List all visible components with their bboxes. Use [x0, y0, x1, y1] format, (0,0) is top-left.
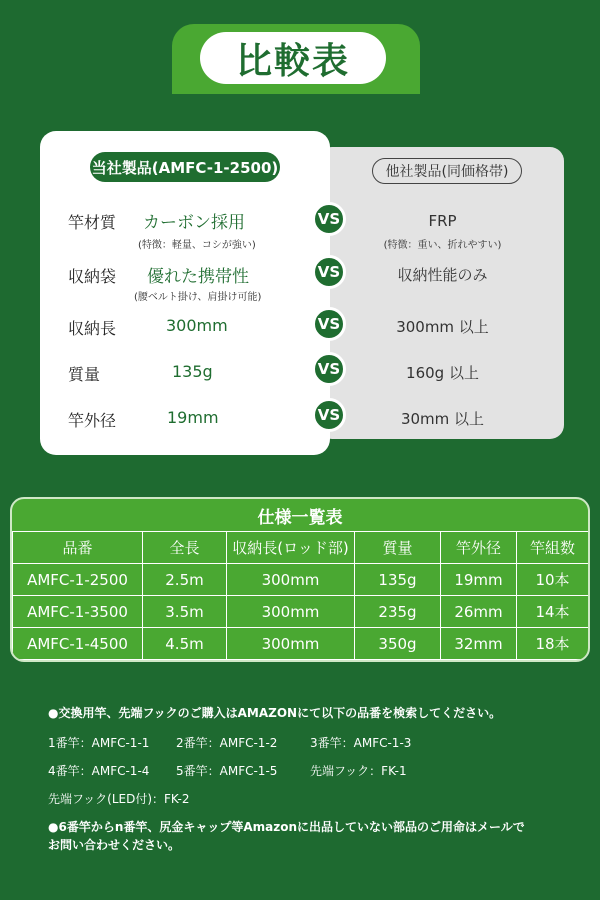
- column-header: 収納長(ロッド部): [227, 532, 355, 564]
- row-label-diameter: 竿外径: [68, 411, 117, 430]
- competitor-diameter: 30mm 以上: [400, 410, 485, 428]
- row-label-weight: 質量: [68, 365, 101, 384]
- part-number: 2番竿：AMFC-1-2: [176, 736, 278, 750]
- table-cell: 4.5m: [143, 628, 227, 660]
- note-line: ●交換用竿、先端フックのご購入はAMAZONにて以下の品番を検索してください。: [48, 706, 502, 720]
- part-number: 1番竿：AMFC-1-1: [48, 736, 150, 750]
- competitor-weight: 160g 以上: [406, 364, 479, 382]
- table-cell: 18本: [517, 628, 589, 660]
- our-length: 300mm: [166, 316, 228, 335]
- table-cell: 135g: [355, 564, 441, 596]
- part-number: 先端フック(LED付)：FK-2: [48, 792, 190, 806]
- table-row: [13, 564, 589, 596]
- competitor-bag: 収納性能のみ: [397, 266, 488, 284]
- vs-badge: VS: [312, 255, 346, 289]
- table-cell: AMFC-1-2500: [13, 564, 143, 596]
- our-diameter: 19mm: [167, 408, 219, 427]
- table-cell: 350g: [355, 628, 441, 660]
- competitor-material-note: (特徴：重い、折れやすい): [383, 240, 502, 251]
- competitor-card: [318, 147, 564, 439]
- table-header-row: [13, 532, 589, 564]
- spec-table: [12, 531, 589, 660]
- column-header: 質量: [355, 532, 441, 564]
- column-header: 全長: [143, 532, 227, 564]
- table-cell: 235g: [355, 596, 441, 628]
- our-bag-note: (腰ベルト掛け、肩掛け可能): [134, 292, 262, 303]
- row-label-bag: 収納袋: [68, 267, 117, 286]
- vs-badge: VS: [312, 398, 346, 432]
- table-cell: 300mm: [227, 596, 355, 628]
- page-title: 比較表: [200, 32, 386, 84]
- competitor-label: 他社製品(同価格帯): [372, 158, 522, 184]
- table-cell: 26mm: [441, 596, 517, 628]
- table-cell: 3.5m: [143, 596, 227, 628]
- column-header: 竿組数: [517, 532, 589, 564]
- vs-badge: VS: [312, 352, 346, 386]
- table-row: [13, 596, 589, 628]
- table-row: [13, 628, 589, 660]
- spec-table-panel: [10, 497, 590, 662]
- our-material-note: (特徴：軽量、コシが強い): [138, 240, 256, 251]
- part-number: 5番竿：AMFC-1-5: [176, 764, 278, 778]
- column-header: 竿外径: [441, 532, 517, 564]
- table-cell: 19mm: [441, 564, 517, 596]
- table-cell: 14本: [517, 596, 589, 628]
- part-number: 4番竿：AMFC-1-4: [48, 764, 150, 778]
- our-bag: 優れた携帯性: [147, 267, 249, 287]
- table-cell: 2.5m: [143, 564, 227, 596]
- spec-table-title: 仕様一覧表: [257, 507, 343, 528]
- note-line: お問い合わせください。: [48, 838, 181, 852]
- table-cell: 10本: [517, 564, 589, 596]
- table-cell: 32mm: [441, 628, 517, 660]
- table-cell: AMFC-1-4500: [13, 628, 143, 660]
- table-cell: 300mm: [227, 628, 355, 660]
- part-number: 3番竿：AMFC-1-3: [310, 736, 412, 750]
- our-product-label: 当社製品(AMFC-1-2500): [90, 152, 280, 182]
- note-line: ●6番竿からn番竿、尻金キャップ等Amazonに出品していない部品のご用命はメールで: [48, 820, 525, 834]
- row-label-length: 収納長: [68, 319, 117, 338]
- vs-badge: VS: [312, 202, 346, 236]
- table-cell: AMFC-1-3500: [13, 596, 143, 628]
- our-weight: 135g: [172, 362, 213, 381]
- competitor-material: FRP: [428, 212, 457, 230]
- column-header: 品番: [13, 532, 143, 564]
- vs-badge: VS: [312, 307, 346, 341]
- part-number: 先端フック：FK-1: [310, 764, 407, 778]
- row-label-material: 竿材質: [68, 213, 117, 232]
- table-cell: 300mm: [227, 564, 355, 596]
- competitor-length: 300mm 以上: [396, 318, 489, 336]
- our-material: カーボン採用: [143, 213, 245, 233]
